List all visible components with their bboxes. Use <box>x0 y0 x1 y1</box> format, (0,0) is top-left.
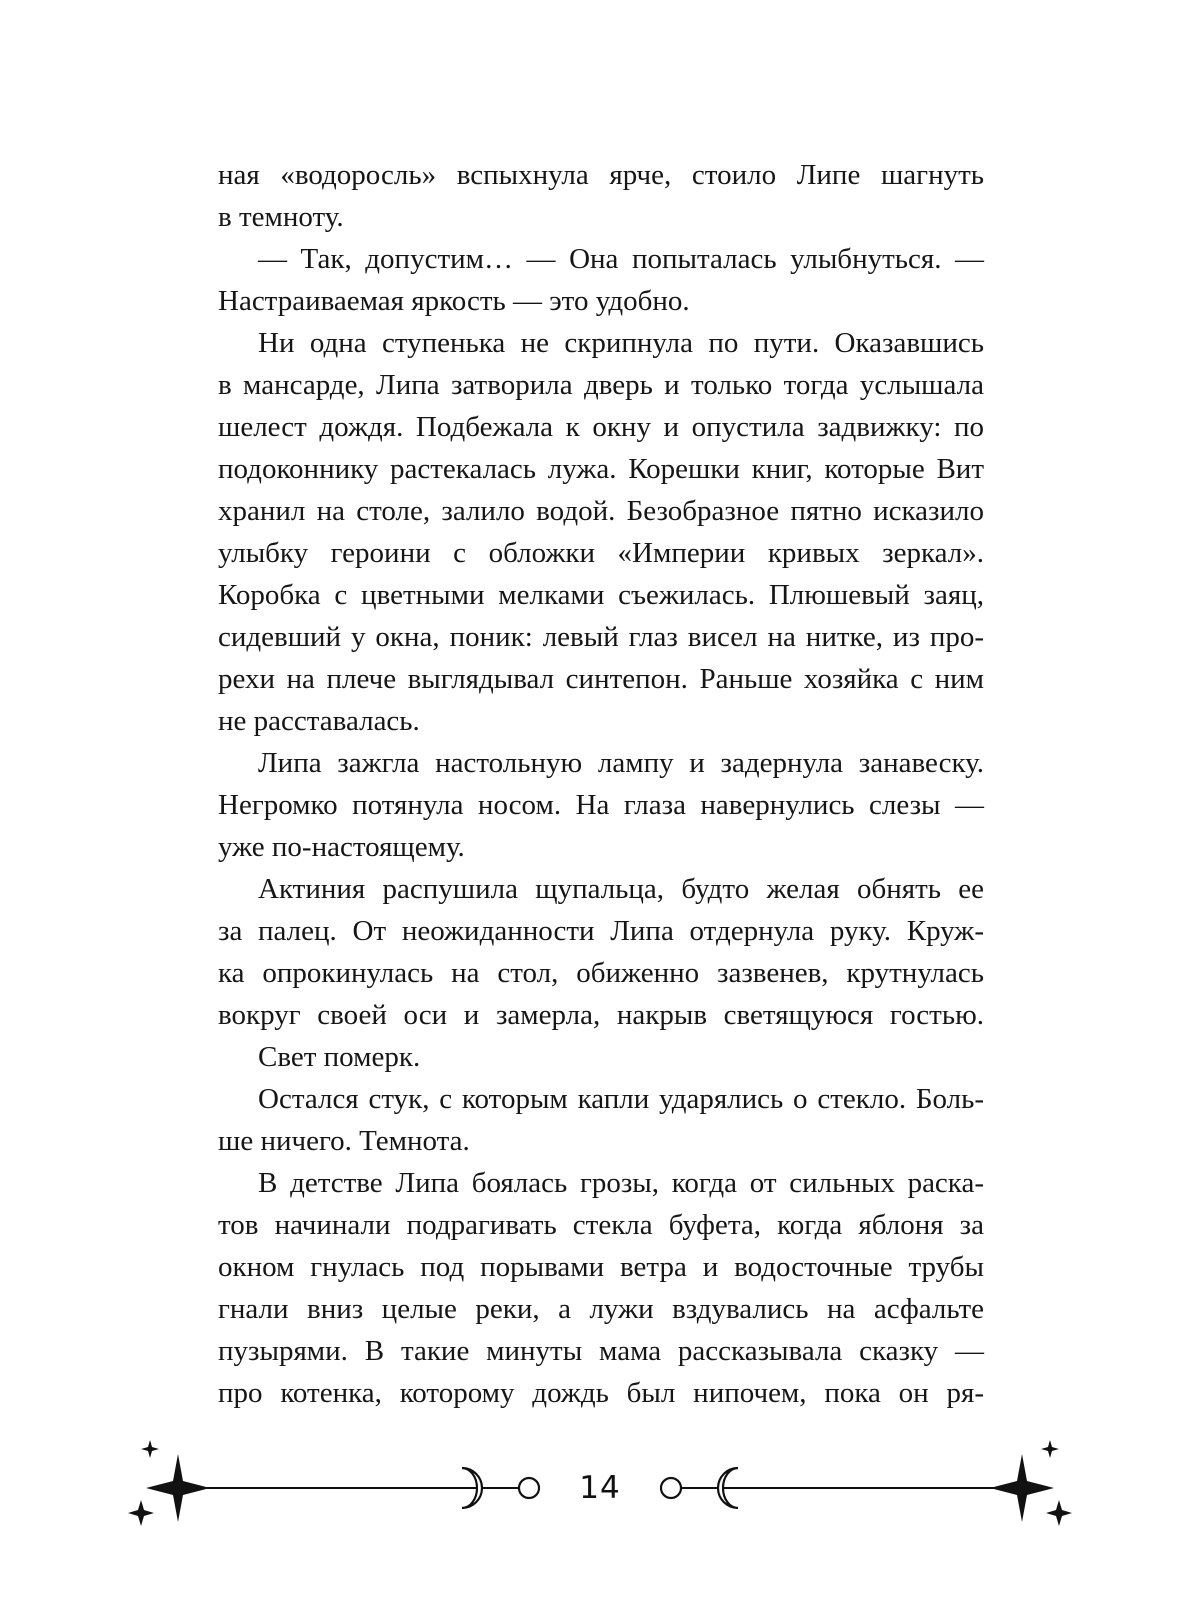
small-circle-icon <box>661 1478 681 1498</box>
text-line: Остался стук, с которым капли ударялись о стекло. Боль- <box>258 1083 984 1115</box>
sparkle-star-icon <box>1046 1500 1072 1526</box>
text-line: Актиния распушила щупальца, будто желая обнять ее <box>258 873 984 905</box>
text-line: В детстве Липа боялась грозы, когда от сильных раска- <box>258 1167 984 1199</box>
text-line: тов начинали подрагивать стекла буфета, когда яблоня за <box>218 1209 984 1241</box>
text-line: рехи на плече выглядывал синтепон. Раньше хозяйка с ним <box>218 663 984 695</box>
text-line: — Так, допустим… — Она попыталась улыбнуться. — <box>258 243 984 275</box>
text-line: улыбку героини с обложки «Империи кривых зеркал». <box>218 537 984 569</box>
text-line: Ни одна ступенька не скрипнула по пути. Оказавшись <box>258 327 984 359</box>
text-line: шелест дождя. Подбежала к окну и опустила задвижку: по <box>218 411 984 443</box>
text-line: Липа зажгла настольную лампу и задернула занавеску. <box>258 747 984 779</box>
text-line: не расставалась. <box>218 705 420 737</box>
body-text <box>218 154 984 1414</box>
page-footer-ornament <box>0 1440 1200 1560</box>
text-line: подоконнику растекалась лужа. Корешки книг, которые Вит <box>218 453 984 485</box>
text-line: ка опрокинулась на стол, обиженно зазвенев, крутнулась <box>218 957 984 989</box>
text-line: хранил на столе, залило водой. Безобразное пятно исказило <box>218 495 984 527</box>
sparkle-star-icon <box>990 1454 1054 1522</box>
sparkle-star-icon <box>141 1440 159 1458</box>
text-line: вокруг своей оси и замерла, накрыв светящуюся гостью. <box>218 999 984 1031</box>
text-line: про котенка, которому дождь был нипочем, пока он ря- <box>218 1377 984 1409</box>
text-line: Негромко потянула носом. На глаза навернулись слезы — <box>218 789 984 821</box>
sparkle-star-icon <box>146 1454 210 1522</box>
text-line: ная «водоросль» вспыхнула ярче, стоило Липе шагнуть <box>218 159 984 191</box>
text-line: за палец. От неожиданности Липа отдернула руку. Круж- <box>218 915 984 947</box>
text-line: окном гнулась под порывами ветра и водосточные трубы <box>218 1251 984 1283</box>
text-line: Коробка с цветными мелками съежилась. Плюшевый заяц, <box>218 579 984 611</box>
text-line: в мансарде, Липа затворила дверь и только тогда услышала <box>218 369 984 401</box>
text-line: в темноту. <box>218 201 344 233</box>
text-line: Свет померк. <box>258 1041 421 1073</box>
text-line: уже по-настоящему. <box>218 831 465 863</box>
text-line: гнали вниз целые реки, а лужи вздувались на асфальте <box>218 1293 984 1325</box>
text-line: пузырями. В такие минуты мама рассказывала сказку — <box>218 1335 984 1367</box>
text-line: Настраиваемая яркость — это удобно. <box>218 285 690 317</box>
sparkle-star-icon <box>1041 1440 1059 1458</box>
small-circle-icon <box>519 1478 539 1498</box>
text-line: сидевший у окна, поник: левый глаз висел на нитке, из про- <box>218 621 984 653</box>
page-number: 14 <box>579 1470 621 1506</box>
sparkle-star-icon <box>128 1500 154 1526</box>
text-line: ше ничего. Темнота. <box>218 1125 470 1157</box>
